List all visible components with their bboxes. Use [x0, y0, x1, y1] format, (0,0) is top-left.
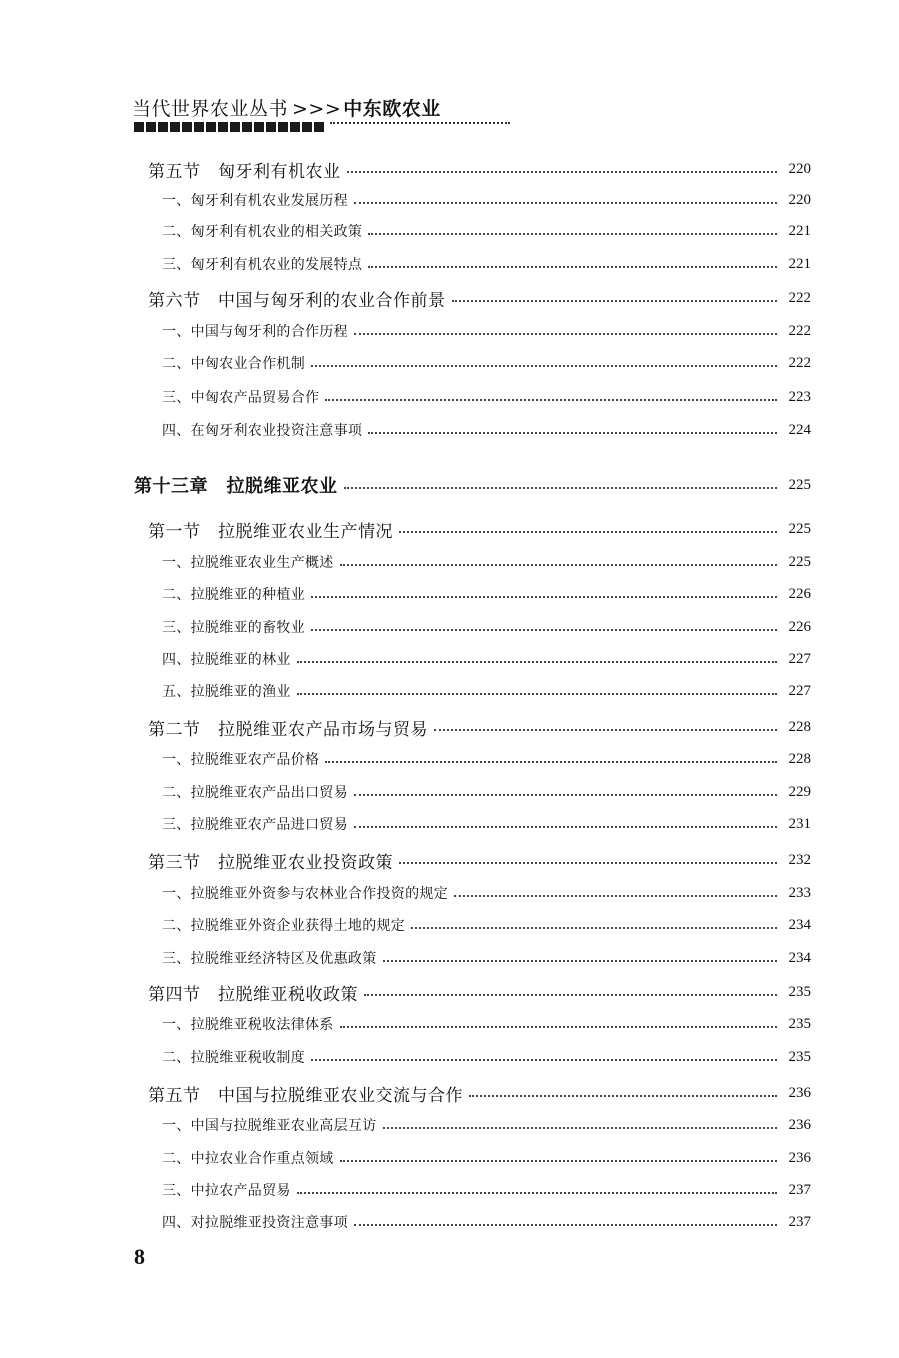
- toc-item[interactable]: [0, 678, 811, 704]
- toc-entry-title: 一、拉脱维亚农产品价格: [162, 752, 320, 768]
- header-bar-square: [302, 122, 312, 132]
- toc-page-number: 224: [788, 421, 811, 438]
- dot-leader: [354, 202, 777, 204]
- toc-entry-title: 四、对拉脱维亚投资注意事项: [162, 1215, 348, 1231]
- toc-page-number: 235: [788, 1048, 811, 1065]
- toc-item[interactable]: [0, 1145, 811, 1171]
- toc-page-number: 226: [788, 585, 811, 602]
- dot-leader: [368, 432, 777, 434]
- toc-entry-title: 二、拉脱维亚税收制度: [162, 1050, 305, 1066]
- dot-leader: [354, 333, 777, 335]
- toc-page-number: 237: [788, 1213, 811, 1230]
- dot-leader: [452, 300, 778, 302]
- header-bar-square: [218, 122, 228, 132]
- toc-page-number: 234: [788, 949, 811, 966]
- toc-item[interactable]: [0, 417, 811, 443]
- toc-item[interactable]: [0, 384, 811, 410]
- toc-item[interactable]: [0, 614, 811, 640]
- toc-section[interactable]: [0, 979, 811, 1005]
- toc-page-number: 228: [788, 750, 811, 767]
- dot-leader: [344, 487, 778, 489]
- toc-entry-title: 二、中拉农业合作重点领域: [162, 1151, 334, 1167]
- toc-section[interactable]: [0, 156, 811, 182]
- toc-item[interactable]: [0, 251, 811, 277]
- toc-section[interactable]: [0, 714, 811, 740]
- page-number: 8: [134, 1244, 145, 1269]
- dot-leader: [364, 994, 777, 996]
- toc-entry-title: 四、拉脱维亚的林业: [162, 652, 291, 668]
- toc-entry-title: 第十三章 拉脱维亚农业: [134, 476, 338, 497]
- toc-section[interactable]: [0, 516, 811, 542]
- toc-page-number: 227: [788, 682, 811, 699]
- dot-leader: [434, 729, 777, 731]
- header-bar-dots: [330, 122, 510, 124]
- running-header: [132, 94, 441, 121]
- toc-item[interactable]: [0, 218, 811, 244]
- toc-page-number: 234: [788, 916, 811, 933]
- dot-leader: [340, 564, 777, 566]
- toc-page-number: 221: [788, 255, 811, 272]
- dot-leader: [399, 862, 777, 864]
- toc-section[interactable]: [0, 285, 811, 311]
- header-bar-square: [182, 122, 192, 132]
- dot-leader: [368, 266, 777, 268]
- toc-entry-title: 二、拉脱维亚外资企业获得土地的规定: [162, 918, 406, 934]
- header-bar-square: [230, 122, 240, 132]
- toc-entry-title: 二、拉脱维亚的种植业: [162, 587, 305, 603]
- toc-page-number: 231: [788, 815, 811, 832]
- toc-page-number: 222: [788, 354, 811, 371]
- header-bar-square: [290, 122, 300, 132]
- toc-page-number: 233: [788, 884, 811, 901]
- toc-item[interactable]: [0, 811, 811, 837]
- toc-page-number: 228: [788, 718, 811, 735]
- toc-entry-title: 一、中国与匈牙利的合作历程: [162, 324, 348, 340]
- toc-item[interactable]: [0, 1112, 811, 1138]
- toc-entry-title: 二、中匈农业合作机制: [162, 356, 305, 372]
- dot-leader: [354, 1224, 777, 1226]
- header-bar-square: [146, 122, 156, 132]
- toc-page-number: 225: [788, 476, 811, 493]
- toc-item[interactable]: [0, 945, 811, 971]
- toc-page-number: 235: [788, 1015, 811, 1032]
- dot-leader: [354, 826, 777, 828]
- toc-page-number: 229: [788, 783, 811, 800]
- dot-leader: [411, 927, 777, 929]
- toc-item[interactable]: [0, 1011, 811, 1037]
- toc-page-number: 221: [788, 222, 811, 239]
- toc-entry-title: 一、中国与拉脱维亚农业高层互访: [162, 1118, 377, 1134]
- toc-entry-title: 第五节 中国与拉脱维亚农业交流与合作: [148, 1085, 463, 1106]
- dot-leader: [383, 1127, 778, 1129]
- toc-entry-title: 一、拉脱维亚农业生产概述: [162, 555, 334, 571]
- dot-leader: [297, 693, 777, 695]
- toc-page-number: 227: [788, 650, 811, 667]
- dot-leader: [297, 661, 777, 663]
- header-bar-square: [254, 122, 264, 132]
- toc-entry-title: 三、中拉农产品贸易: [162, 1183, 291, 1199]
- toc-page-number: 225: [788, 520, 811, 537]
- toc-entry-title: 一、拉脱维亚外资参与农林业合作投资的规定: [162, 886, 448, 902]
- dot-leader: [340, 1160, 777, 1162]
- header-bar-square: [170, 122, 180, 132]
- toc-page-number: 220: [788, 160, 811, 177]
- dot-leader: [383, 960, 778, 962]
- dot-leader: [297, 1192, 777, 1194]
- toc-entry-title: 一、拉脱维亚税收法律体系: [162, 1017, 334, 1033]
- toc-entry-title: 三、拉脱维亚经济特区及优惠政策: [162, 951, 377, 967]
- dot-leader: [347, 171, 778, 173]
- toc-page-number: 235: [788, 983, 811, 1000]
- header-separator: >>>: [292, 98, 342, 120]
- dot-leader: [325, 761, 777, 763]
- dot-leader: [399, 531, 777, 533]
- header-bar-square: [278, 122, 288, 132]
- toc-section[interactable]: [0, 1080, 811, 1106]
- toc-page-number: 236: [788, 1116, 811, 1133]
- toc-item[interactable]: [0, 549, 811, 575]
- toc-entry-title: 三、匈牙利有机农业的发展特点: [162, 257, 363, 273]
- dot-leader: [311, 365, 777, 367]
- toc-page-number: 226: [788, 618, 811, 635]
- dot-leader: [311, 629, 777, 631]
- toc-page-number: 223: [788, 388, 811, 405]
- header-bar-square: [158, 122, 168, 132]
- toc-item[interactable]: [0, 646, 811, 672]
- header-bar-square: [314, 122, 324, 132]
- toc-page-number: 237: [788, 1181, 811, 1198]
- toc-chapter[interactable]: [0, 472, 811, 498]
- toc-entry-title: 第五节 匈牙利有机农业: [148, 161, 341, 182]
- header-decoration-bar: [134, 122, 510, 132]
- header-bar-square: [134, 122, 144, 132]
- toc-entry-title: 二、拉脱维亚农产品出口贸易: [162, 785, 348, 801]
- toc-item[interactable]: [0, 1044, 811, 1070]
- toc-item[interactable]: [0, 1209, 811, 1235]
- toc-page-number: 220: [788, 191, 811, 208]
- dot-leader: [354, 794, 777, 796]
- toc-entry-title: 四、在匈牙利农业投资注意事项: [162, 423, 363, 439]
- toc-entry-title: 第二节 拉脱维亚农产品市场与贸易: [148, 719, 428, 740]
- dot-leader: [311, 1059, 777, 1061]
- book-title: 中东欧农业: [343, 98, 441, 120]
- toc-page-number: 236: [788, 1149, 811, 1166]
- dot-leader: [368, 233, 777, 235]
- toc-page-number: 232: [788, 851, 811, 868]
- toc-item[interactable]: [0, 187, 811, 213]
- dot-leader: [325, 399, 777, 401]
- series-title: 当代世界农业丛书: [132, 98, 289, 120]
- toc-item[interactable]: [0, 1177, 811, 1203]
- toc-entry-title: 五、拉脱维亚的渔业: [162, 684, 291, 700]
- toc-entry-title: 第一节 拉脱维亚农业生产情况: [148, 521, 393, 542]
- header-bar-square: [206, 122, 216, 132]
- toc-entry-title: 三、拉脱维亚农产品进口贸易: [162, 817, 348, 833]
- header-bar-square: [266, 122, 276, 132]
- toc-entry-title: 三、拉脱维亚的畜牧业: [162, 620, 305, 636]
- toc-entry-title: 第四节 拉脱维亚税收政策: [148, 984, 358, 1005]
- toc-section[interactable]: [0, 847, 811, 873]
- dot-leader: [311, 596, 777, 598]
- toc-item[interactable]: [0, 581, 811, 607]
- header-bar-square: [242, 122, 252, 132]
- toc-page-number: 236: [788, 1084, 811, 1101]
- toc-item[interactable]: [0, 318, 811, 344]
- toc-entry-title: 第三节 拉脱维亚农业投资政策: [148, 852, 393, 873]
- toc-item[interactable]: [0, 912, 811, 938]
- dot-leader: [340, 1026, 777, 1028]
- dot-leader: [469, 1095, 777, 1097]
- toc-item[interactable]: [0, 880, 811, 906]
- toc-entry-title: 一、匈牙利有机农业发展历程: [162, 193, 348, 209]
- toc-item[interactable]: [0, 746, 811, 772]
- toc-page-number: 222: [788, 289, 811, 306]
- toc-entry-title: 三、中匈农产品贸易合作: [162, 390, 320, 406]
- dot-leader: [454, 895, 777, 897]
- toc-item[interactable]: [0, 350, 811, 376]
- toc-page-number: 225: [788, 553, 811, 570]
- toc-item[interactable]: [0, 779, 811, 805]
- header-bar-square: [194, 122, 204, 132]
- toc-entry-title: 二、匈牙利有机农业的相关政策: [162, 224, 363, 240]
- toc-entry-title: 第六节 中国与匈牙利的农业合作前景: [148, 290, 446, 311]
- toc-page-number: 222: [788, 322, 811, 339]
